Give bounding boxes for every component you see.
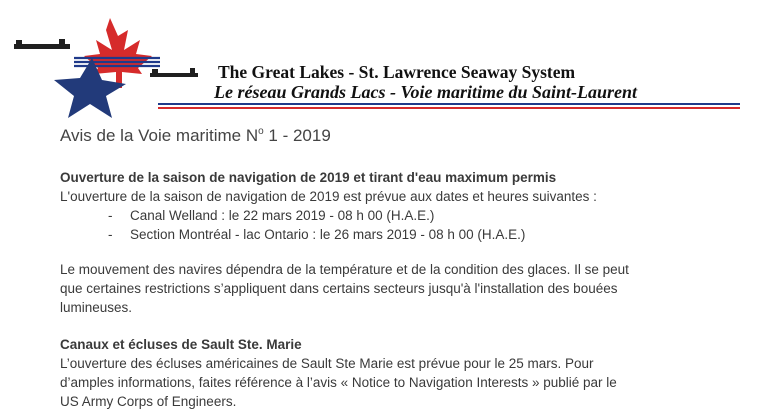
opening-dates-list <box>60 206 740 244</box>
notice-title-prefix: Avis de la Voie maritime N <box>60 126 259 145</box>
sault-paragraph-line: L’ouverture des écluses américaines de Sault Ste Marie est prévue pour le 25 mars. Pour <box>60 356 594 371</box>
seaway-logo <box>14 14 214 122</box>
list-item-text: Canal Welland : le 22 mars 2019 - 08 h 00 (H.A.E.) <box>130 208 435 223</box>
notice-body <box>60 168 740 411</box>
list-item <box>108 225 740 244</box>
list-dash: - <box>108 227 113 242</box>
opening-intro: L'ouverture de la saison de navigation de 2019 est prévue aux dates et heures suivantes : <box>60 189 597 204</box>
opening-paragraph-line: lumineuses. <box>60 300 133 315</box>
notice-title-superscript: o <box>258 126 264 137</box>
header-rule-blue <box>158 103 740 105</box>
sault-paragraph-line: d’amples informations, faites référence à l’avis « Notice to Navigation Interests » publié par le <box>60 375 617 390</box>
section-heading-opening: Ouverture de la saison de navigation de 2019 et tirant d'eau maximum permis <box>60 170 557 185</box>
header-rule-red <box>158 107 740 109</box>
sault-paragraph-line: US Army Corps of Engineers. <box>60 394 237 409</box>
section-heading-sault: Canaux et écluses de Sault Ste. Marie <box>60 337 302 352</box>
ship-icon-left <box>14 39 70 49</box>
opening-paragraph-line: que certaines restrictions s’appliquent dans certains secteurs jusqu'à l'installation des bouées <box>60 281 618 296</box>
header-title-english: The Great Lakes - St. Lawrence Seaway System <box>218 62 576 82</box>
list-item <box>108 206 740 225</box>
ship-icon-right <box>150 68 198 77</box>
opening-paragraph-line: Le mouvement des navires dépendra de la température et de la condition des glaces. Il se peut <box>60 262 629 277</box>
header-title-french: Le réseau Grands Lacs - Voie maritime du Saint-Laurent <box>214 82 638 102</box>
list-item-text: Section Montréal - lac Ontario : le 26 mars 2019 - 08 h 00 (H.A.E.) <box>130 227 526 242</box>
notice-title <box>60 126 331 146</box>
notice-title-suffix: 1 - 2019 <box>263 126 331 145</box>
list-dash: - <box>108 208 113 223</box>
